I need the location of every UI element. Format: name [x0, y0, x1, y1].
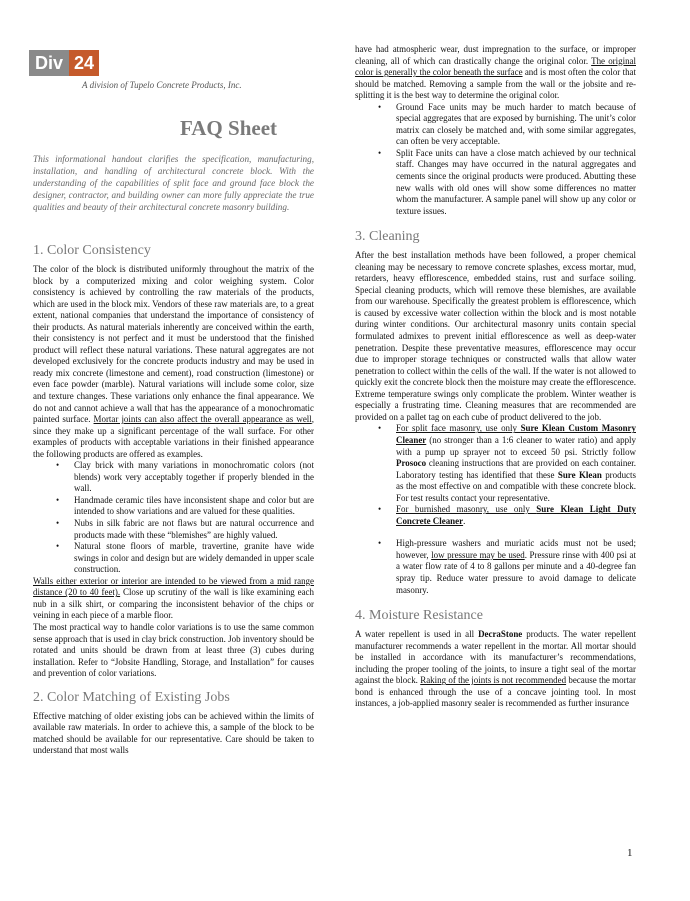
moisture-resistance-paragraph: A water repellent is used in all DecraStone products. The water repellent manufacturer recommends a water repellent in the mortar. All mortar should be installed in accordance with its manufacturer’s recommendations, including the proper tooling of the joints, to insure a tight seal of the mortar against the block. Raking of the joints is not recommended because the mortar bond is enhanced through the use of a concave jointing tool. In most instances, a job-applied masonry sealer is recommended as further insurance	[355, 629, 636, 709]
bullet-icon: •	[378, 504, 382, 515]
list-item: • Split Face units can have a close match achieved by our technical staff. Changes may have occurred in the natural aggregates and cements since the original products were produced. Abutting these new walls with old ones will show some differences no matter whom the manufacturer. A sample panel will show up any color or texture issues.	[378, 147, 636, 216]
left-column	[33, 243, 314, 757]
list-item: • Nubs in silk fabric are not flaws but are natural occurrence and products made with these “blemishes” are highly valued.	[56, 518, 314, 540]
viewing-distance-paragraph: Walls either exterior or interior are intended to be viewed from a mid range distance (20 to 40 feet). Close up scrutiny of the wall is like examining each nub in a silk shirt, or comparing the inconsistent behavior of the chips or veining in each piece of a marble floor.	[33, 575, 314, 621]
section-heading-color-consistency: 1. Color Consistency	[33, 243, 151, 258]
section-heading-moisture-resistance: 4. Moisture Resistance	[355, 608, 483, 624]
bullet-icon: •	[378, 147, 382, 158]
bullet-icon: •	[56, 541, 60, 552]
list-item: • High-pressure washers and muriatic acids must not be used; however, low pressure may be used. Pressure rinse with 400 psi at a water flow rate of 4 to 8 gallons per minute and a 40-degree fan spray tip. Reduce water pressure to avoid damage to delicate masonry.	[378, 538, 636, 595]
list-item: • Handmade ceramic tiles have inconsistent shape and color but are intended to show variations and are valued for these qualities.	[56, 494, 314, 517]
cleaning-paragraph: After the best installation methods have been followed, a proper chemical cleaning may be necessary to remove concrete splashes, excess mortar, mud, retarders, heavy efflorescence, embedded stains, rust and surface soiling. Special cleaning products, which will remove these blemishes, are available from our warehouse. Specifically the greatest problem is efflorescence, which is caused by excessive water collection within the block and is most notable during winter conditions. Our architectural masonry units contain special formulated admixes to prevent initial efflorescence as well as deep-water penetration. Despite these preventative measures, efflorescence may occur due to improper storage techniques or constructed walls that allow water penetration to collect within the cells of the wall. If the water is not allowed to quickly exit the concrete block then the moisture may create the efflorescence. Extreme temperature swings only complicate the problem. Winter weather is especially a frustrating time. Cleaning measures that are recommended are provided on a pallet tag on each cube of product delivered to the job.	[355, 250, 636, 422]
list-item: • Clay brick with many variations in monochromatic colors (not blends) work very acceptably together if properly blended in the wall.	[56, 460, 314, 494]
right-column	[355, 44, 636, 710]
bullet-icon: •	[378, 538, 382, 549]
examples-bullet-list	[33, 460, 314, 575]
bullet-icon: •	[56, 494, 60, 505]
logo-text-div: Div	[29, 50, 69, 76]
section-heading-color-matching: 2. Color Matching of Existing Jobs	[33, 689, 230, 705]
list-item: • Natural stone floors of marble, travertine, granite have wide swings in color and design but are widely demanded in upper scale construction.	[56, 541, 314, 575]
color-matching-paragraph: Effective matching of older existing jobs can be achieved within the limits of available raw materials. In order to achieve this, a sample of the block to be matched should be available for our representative. Care should be taken to understand that most walls	[33, 710, 314, 756]
color-variation-handling-paragraph: The most practical way to handle color variations is to use the same common sense approach that is used in clay brick construction. Job inventory should be rotated and units should be drawn from at least three (3) cubes during installation. Refer to “Jobsite Handling, Storage, and Installation” for causes and prevention of color variations.	[33, 621, 314, 679]
company-logo	[29, 50, 119, 76]
section-heading-cleaning: 3. Cleaning	[355, 229, 420, 245]
color-matching-continued-paragraph: have had atmospheric wear, dust impregnation to the surface, or improper cleaning, all of which can drastically change the original color. The original color is generally the color beneath the surface and is most often the color that should be matched. Removing a sample from the wall or the jobsite and re-splitting it is the best way to determine the original color.	[355, 44, 636, 101]
list-item: • For split face masonry, use only Sure Klean Custom Masonry Cleaner (no stronger than a 1:6 cleaner to water ratio) and apply with a pump up sprayer not to exceed 50 psi. Strictly follow Prosoco cleaning instructions that are provided on each container. Laboratory testing has identified that these Sure Klean products as the most effective on and compatible with these concrete block. For test results contact your representative.	[378, 423, 636, 503]
bullet-icon: •	[378, 101, 382, 112]
matching-bullet-list	[355, 102, 636, 217]
list-item: • Ground Face units may be much harder to match because of special aggregates that are exposed by burnishing. The unit’s color matrix can closely be matched and, with some similar aggregates, can often be very acceptable.	[378, 101, 636, 147]
page-number: 1	[627, 847, 633, 859]
color-consistency-paragraph: The color of the block is distributed uniformly throughout the matrix of the block by a computerized mixing and color weighing system. Color consistency is achieved by controlling the raw materials of the products, which are used in the block mix. Vendors of these raw materials are, to a great extent, national companies that understand the importance of consistency of their products. As natural materials inherently are conceived within the earth, their consistency is not perfect and it must be understood that the finished product will reflect these natural variations. These natural aggregates are not developed exclusively for the concrete products industry and may be used in ready mix concrete (limestone and cement), road construction (limestone) or even face powder (marble). Natural variations will include some color, size and texture changes. These variations only enhance the final appearance. We do not and cannot achieve a wall that has the appearance of a monochromatic painted surface. Mortar joints can also affect the overall appearance as well, since they make up a significant percentage of the wall surface. For other examples of products with acceptable variations in their finished appearance the following products are offered as examples.	[33, 264, 315, 459]
division-tagline: A division of Tupelo Concrete Products, Inc.	[82, 80, 242, 90]
cleaning-bullet-list	[355, 423, 636, 596]
bullet-icon: •	[56, 518, 60, 529]
bullet-icon: •	[378, 423, 382, 434]
intro-paragraph: This informational handout clarifies the specification, manufacturing, installation, and handling of architectural concrete block. With the understanding of the capabilities of split face and ground face block the designer, contractor, and building owner can more fully appreciate the true qualities and beauty of their architectural concrete masonry building.	[33, 154, 314, 213]
bullet-icon: •	[56, 460, 60, 471]
logo-text-number: 24	[69, 50, 99, 76]
page-title: FAQ Sheet	[180, 116, 278, 140]
list-item: • For burnished masonry, use only Sure Klean Light Duty Concrete Cleaner.	[378, 504, 636, 526]
